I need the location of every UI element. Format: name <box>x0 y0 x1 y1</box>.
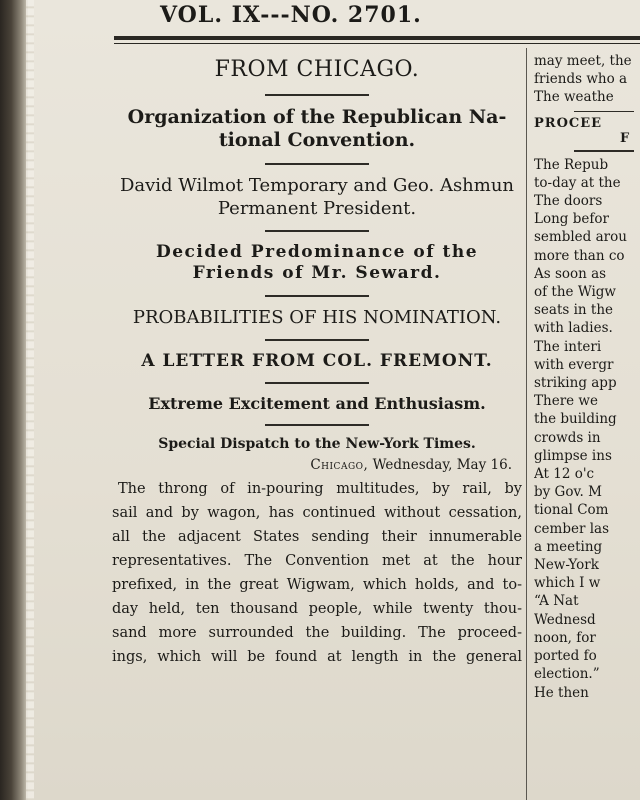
adjacent-line: a meeting <box>534 538 603 555</box>
article-body-line: day held, ten thousand people, while twenty thou- <box>112 600 522 617</box>
masthead-rule-thick <box>114 36 640 40</box>
headline-divider <box>265 382 369 384</box>
headline-excitement: Extreme Excitement and Enthusiasm. <box>148 394 486 414</box>
headline-divider <box>265 424 369 426</box>
adjacent-body <box>534 156 640 702</box>
masthead-rule-thin <box>114 43 640 44</box>
adjacent-line: Long befor <box>534 211 609 228</box>
adjacent-line: the building <box>534 411 617 428</box>
adjacent-line: The interi <box>534 338 602 355</box>
adjacent-line: New-York <box>534 557 599 574</box>
adjacent-line: election.” <box>534 666 600 683</box>
adjacent-article-column <box>534 52 640 702</box>
special-dispatch-credit: Special Dispatch to the New-York Times. <box>158 436 476 453</box>
main-article-column <box>112 52 522 669</box>
page-torn-edge <box>26 0 34 800</box>
headline-divider <box>265 339 369 341</box>
adjacent-line: The Repub <box>534 156 609 173</box>
headline-organization-line2: tional Convention. <box>218 129 416 152</box>
adjacent-line: to-day at the <box>534 174 621 191</box>
column-separator <box>526 48 527 800</box>
adjacent-section-head: F <box>620 131 631 147</box>
headline-wilmot-line1: David Wilmot Temporary and Geo. Ashmun <box>119 175 515 196</box>
adjacent-line: with evergr <box>534 356 614 373</box>
adjacent-line: He then <box>534 684 589 701</box>
article-body-line: sail and by wagon, has continued without cessation, <box>112 504 522 521</box>
article-body-line: sand more surrounded the building. The proceed- <box>112 624 522 641</box>
adjacent-line: As soon as <box>534 265 607 282</box>
adjacent-line: The doors <box>534 193 603 210</box>
adjacent-line: At 12 o'c <box>534 466 595 483</box>
headline-wilmot-line2: Permanent President. <box>217 197 417 219</box>
headline-divider <box>265 230 369 232</box>
masthead-volume-number: VOL. IX---NO. 2701. <box>160 2 422 28</box>
adjacent-line: There we <box>534 393 598 410</box>
adjacent-line: with ladies. <box>534 320 613 337</box>
adjacent-section-head: PROCEE <box>534 116 603 132</box>
article-body-line: all the adjacent States sending their innumerable <box>112 528 522 545</box>
adjacent-line: tional Com <box>534 502 609 519</box>
adjacent-line: of the Wigw <box>534 284 616 301</box>
headline-predominance-line1: Decided Predominance of the <box>155 242 479 262</box>
headline-divider <box>265 163 369 165</box>
adjacent-line: Wednesd <box>534 611 596 628</box>
headline-predominance-line2: Friends of Mr. Seward. <box>192 263 442 284</box>
adjacent-line: “A Nat <box>534 593 579 610</box>
dateline <box>112 457 512 473</box>
adjacent-line: more than co <box>534 247 625 264</box>
adjacent-line: sembled arou <box>534 229 627 246</box>
article-body-line: The throng of in-pouring multitudes, by rail, by <box>118 480 522 497</box>
article-body-line: prefixed, in the great Wigwam, which holds, and to- <box>112 576 522 593</box>
headline-divider <box>265 295 369 297</box>
adjacent-line: crowds in <box>534 429 601 446</box>
article-body-line: ings, which will be found at length in the general <box>112 648 522 665</box>
adjacent-line: which I w <box>534 575 601 592</box>
dateline-date: Wednesday, May 16. <box>372 456 512 473</box>
adjacent-line: cember las <box>534 520 610 537</box>
adjacent-line: glimpse ins <box>534 447 612 464</box>
headline-fremont-letter: A LETTER FROM COL. FREMONT. <box>141 351 493 371</box>
adjacent-line: by Gov. M <box>534 484 602 501</box>
headline-probabilities: PROBABILITIES OF HIS NOMINATION. <box>132 306 502 328</box>
adjacent-divider <box>574 111 634 113</box>
newspaper-binding-edge <box>0 0 28 800</box>
dateline-city: Chicago, <box>310 456 369 473</box>
adjacent-divider <box>574 150 634 152</box>
adjacent-line: may meet, the <box>534 53 632 69</box>
adjacent-line: ported fo <box>534 648 597 665</box>
headline-organization-line1: Organization of the Republican Na- <box>127 105 507 128</box>
adjacent-line: seats in the <box>534 302 614 319</box>
adjacent-line: friends who a <box>534 71 628 88</box>
adjacent-line: The weathe <box>534 89 614 106</box>
adjacent-line: noon, for <box>534 629 596 646</box>
adjacent-line: striking app <box>534 375 617 392</box>
headline-from-chicago: FROM CHICAGO. <box>214 57 420 82</box>
headline-divider <box>265 94 369 96</box>
article-body-line: representatives. The Convention met at the hour <box>112 552 522 569</box>
